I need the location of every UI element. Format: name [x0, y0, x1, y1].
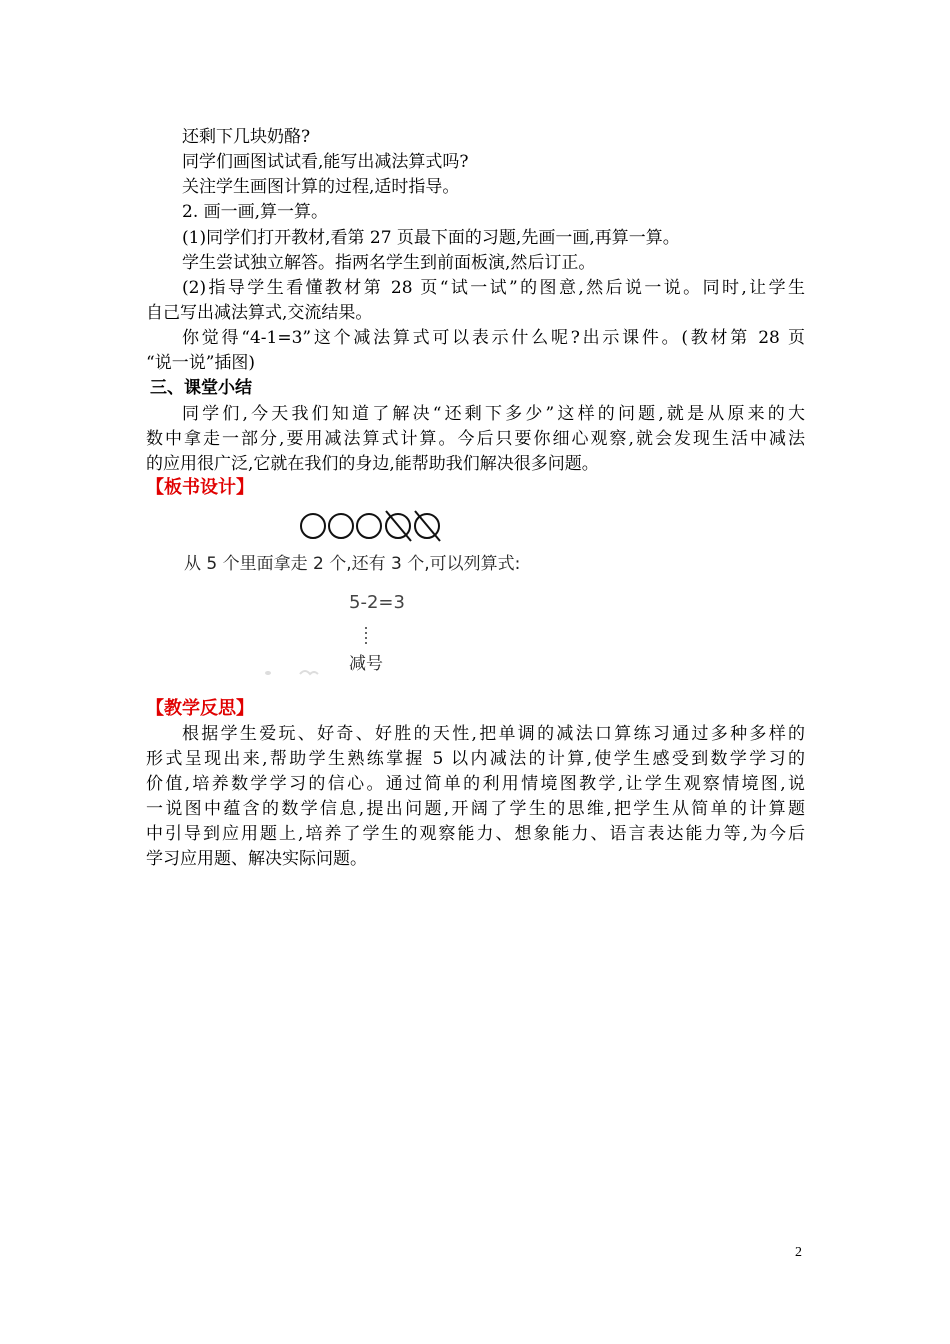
summary-line: 数中拿走一部分,要用减法算式计算。今后只要你细心观察,就会发现生活中减法 — [146, 429, 805, 449]
body-line: (1)同学们打开教材,看第 27 页最下面的习题,先画一画,再算一算。 — [182, 228, 680, 248]
circles-diagram — [295, 508, 455, 544]
page-number: 2 — [795, 1245, 802, 1260]
board-equation: 5-2=3 — [349, 592, 405, 613]
reflection-line: 中引导到应用题上,培养了学生的观察能力、想象能力、语言表达能力等,为今后 — [146, 824, 805, 844]
body-line: 关注学生画图计算的过程,适时指导。 — [182, 177, 460, 197]
board-caption: 从 5 个里面拿走 2 个,还有 3 个,可以列算式: — [184, 554, 521, 574]
dotted-pointer — [363, 626, 369, 648]
body-line: 自己写出减法算式,交流结果。 — [146, 303, 373, 323]
board-label-minus: 减号 — [349, 654, 383, 674]
circle-icon — [357, 514, 381, 538]
board-design-heading: 【板书设计】 — [146, 477, 254, 498]
body-line: 还剩下几块奶酪? — [182, 127, 311, 147]
section-heading: 三、课堂小结 — [150, 378, 252, 398]
body-line: (2)指导学生看懂教材第 28 页“试一试”的图意,然后说一说。同时,让学生 — [182, 278, 805, 298]
body-line: 你觉得“4-1=3”这个减法算式可以表示什么呢?出示课件。(教材第 28 页 — [182, 328, 805, 348]
reflection-heading: 【教学反思】 — [146, 698, 254, 719]
circle-icon — [301, 514, 325, 538]
circle-icon — [329, 514, 353, 538]
cross-out-line — [386, 511, 411, 541]
body-line: 学生尝试独立解答。指两名学生到前面板演,然后订正。 — [182, 253, 596, 273]
reflection-line: 一说图中蕴含的数学信息,提出问题,开阔了学生的思维,把学生从简单的计算题 — [146, 799, 805, 819]
summary-line: 同学们,今天我们知道了解决“还剩下多少”这样的问题,就是从原来的大 — [182, 404, 805, 424]
reflection-line: 形式呈现出来,帮助学生熟练掌握 5 以内减法的计算,使学生感受到数学学习的 — [146, 749, 805, 769]
body-line: 同学们画图试试看,能写出减法算式吗? — [182, 152, 469, 172]
reflection-line: 价值,培养数学学习的信心。通过简单的利用情境图教学,让学生观察情境图,说 — [146, 774, 805, 794]
body-line: “说一说”插图) — [146, 353, 256, 373]
body-line: 2. 画一画,算一算。 — [182, 202, 329, 222]
summary-line: 的应用很广泛,它就在我们的身边,能帮助我们解决很多问题。 — [146, 454, 599, 474]
reflection-line: 根据学生爱玩、好奇、好胜的天性,把单调的减法口算练习通过多种多样的 — [182, 724, 805, 744]
scan-artifact — [262, 664, 322, 678]
cross-out-line — [415, 511, 440, 541]
reflection-line: 学习应用题、解决实际问题。 — [146, 849, 367, 869]
